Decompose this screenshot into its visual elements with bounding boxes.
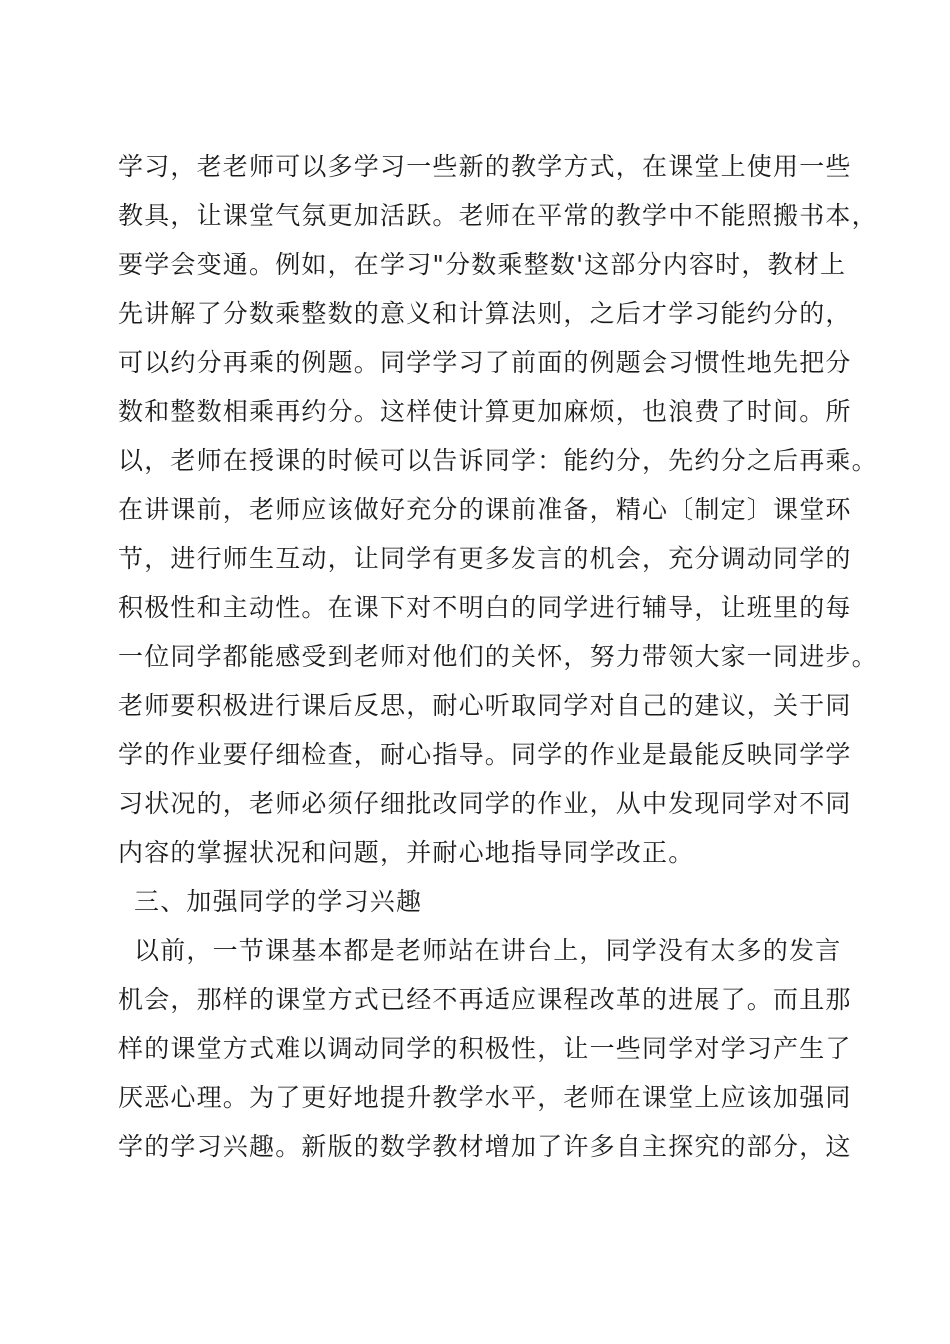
text-line: 样的课堂方式难以调动同学的积极性，让一些同学对学习产生了	[118, 1034, 852, 1063]
text-line: 一位同学都能感受到老师对他们的关怀，努力带领大家一同进步。	[118, 642, 878, 671]
text-line: 在讲课前，老师应该做好充分的课前准备，精心〔制定〕课堂环	[118, 495, 852, 524]
section-heading: 三、加强同学的学习兴趣	[134, 887, 423, 916]
text-line: 数和整数相乘再约分。这样使计算更加麻烦，也浪费了时间。所	[118, 397, 852, 426]
text-line: 教具，让课堂气氛更加活跃。老师在平常的教学中不能照搬书本，	[118, 201, 878, 230]
text-line: 先讲解了分数乘整数的意义和计算法则，之后才学习能约分的，	[118, 299, 852, 328]
text-line: 厌恶心理。为了更好地提升教学水平，老师在课堂上应该加强同	[118, 1083, 852, 1112]
text-line: 内容的掌握状况和问题，并耐心地指导同学改正。	[118, 838, 695, 867]
text-line: 以，老师在授课的时候可以告诉同学：能约分，先约分之后再乘。	[118, 446, 878, 475]
text-line: 学的作业要仔细检查，耐心指导。同学的作业是最能反映同学学	[118, 740, 852, 769]
text-line: 以前，一节课基本都是老师站在讲台上，同学没有太多的发言	[134, 936, 842, 965]
text-line: 习状况的，老师必须仔细批改同学的作业，从中发现同学对不同	[118, 789, 852, 818]
body-text	[118, 142, 878, 1171]
text-line: 可以约分再乘的例题。同学学习了前面的例题会习惯性地先把分	[118, 348, 852, 377]
text-line: 学的学习兴趣。新版的数学教材增加了许多自主探究的部分，这	[118, 1132, 852, 1161]
text-line: 要学会变通。例如，在学习"分数乘整数'这部分内容时，教材上	[118, 250, 847, 279]
text-line: 学习，老老师可以多学习一些新的教学方式，在课堂上使用一些	[118, 152, 852, 181]
text-line: 老师要积极进行课后反思，耐心听取同学对自己的建议，关于同	[118, 691, 852, 720]
text-line: 节，进行师生互动，让同学有更多发言的机会，充分调动同学的	[118, 544, 852, 573]
text-line: 积极性和主动性。在课下对不明白的同学进行辅导，让班里的每	[118, 593, 852, 622]
text-line: 机会，那样的课堂方式已经不再适应课程改革的进展了。而且那	[118, 985, 852, 1014]
